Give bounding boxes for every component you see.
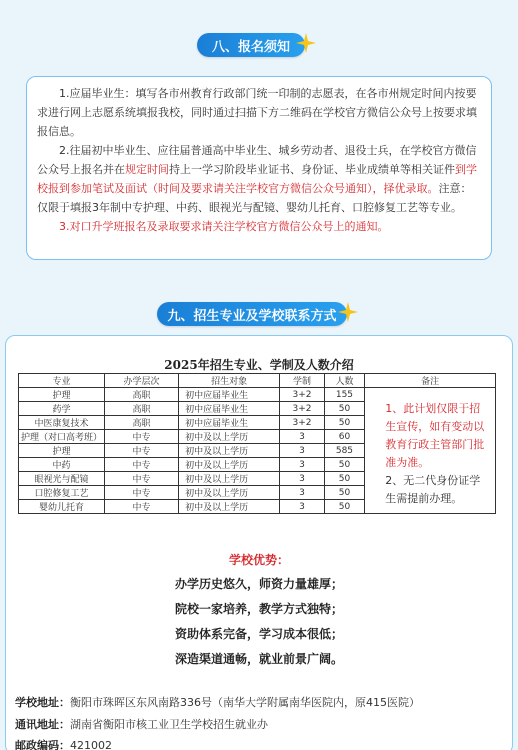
cell-level: 中专: [105, 486, 179, 500]
cell-major: 眼视光与配镜: [19, 472, 105, 486]
cell-count: 60: [324, 430, 365, 444]
header-remarks: 备注: [365, 374, 496, 388]
cell-target: 初中及以上学历: [179, 458, 280, 472]
cell-duration: 3: [280, 500, 324, 514]
cell-major: 婴幼儿托育: [19, 500, 105, 514]
table-row: [19, 388, 496, 402]
cell-duration: 3: [280, 486, 324, 500]
cell-level: 高职: [105, 388, 179, 402]
note-2-red-2: 到学校报到参加笔试及面试（时间及要求请关注学校官方微信公众号通知），择优录取。: [37, 163, 477, 195]
note-2-red-1: 规定时间: [125, 163, 169, 176]
note-paragraph-3: 3.对口升学班报名及录取要求请关注学校官方微信公众号上的通知。: [59, 220, 389, 233]
header-target: 招生对象: [179, 374, 280, 388]
school-address: [15, 694, 420, 710]
cell-major: 护理: [19, 444, 105, 458]
note-2-text-a: 2.往届初中毕业生、应往届普通高中毕业生、城乡劳动者、退役士兵，在学校官方微信公众号上报名并在: [37, 144, 477, 176]
advantages-title: 学校优势：: [228, 553, 289, 567]
cell-target: 初中及以上学历: [179, 486, 280, 500]
cell-duration: 3: [280, 430, 324, 444]
mail-label: 通讯地址：: [15, 718, 70, 731]
remark-2: 2、无二代身份证学生需提前办理。: [385, 474, 481, 505]
section-9-title: [157, 302, 347, 326]
cell-level: 中专: [105, 430, 179, 444]
cell-level: 中专: [105, 458, 179, 472]
cell-target: 初中及以上学历: [179, 500, 280, 514]
mailing-address: [15, 716, 268, 732]
admission-info-panel: [5, 335, 513, 750]
header-major: 专业: [19, 374, 105, 388]
cell-count: 155: [324, 388, 365, 402]
section-9-title-text: 九、招生专业及学校联系方式: [167, 308, 337, 324]
cell-count: 50: [324, 486, 365, 500]
advantage-line: 资助体系完备，学习成本很低；: [174, 627, 343, 641]
note-2-text-b: 持上一学习阶段毕业证书、身份证、毕业成绩单等相关证件: [169, 163, 455, 176]
header-count: 人数: [324, 374, 365, 388]
remark-1: 1、此计划仅限于招生宣传，如有变动以教育行政主管部门批准为准。: [385, 402, 485, 469]
cell-target: 初中及以上学历: [179, 444, 280, 458]
header-level: 办学层次: [105, 374, 179, 388]
cell-level: 中专: [105, 500, 179, 514]
cell-major: 口腔修复工艺: [19, 486, 105, 500]
section-8-title: [197, 33, 305, 57]
cell-count: 50: [324, 458, 365, 472]
sparkle-icon: [338, 302, 358, 322]
mail-value: 湖南省衡阳市核工业卫生学校招生就业办: [70, 718, 268, 731]
table-header-row: [19, 374, 496, 388]
cell-duration: 3+2: [280, 388, 324, 402]
cell-target: 初中及以上学历: [179, 472, 280, 486]
cell-major: 中药: [19, 458, 105, 472]
advantage-line: 院校一家培养，教学方式独特；: [174, 602, 343, 616]
section-8-title-text: 八、报名须知: [211, 39, 290, 55]
cell-target: 初中及以上学历: [179, 430, 280, 444]
enrollment-table: [18, 373, 496, 514]
cell-count: 50: [324, 500, 365, 514]
note-paragraph-1: 1.应届毕业生：填写各市州教育行政部门统一印制的志愿表，在各市州规定时间内按要求进行网上志愿系统填报我校，同时通过扫描下方二维码在学校官方微信公众号上按要求填报信息。: [37, 87, 477, 138]
cell-level: 中专: [105, 472, 179, 486]
address-value: 衡阳市珠晖区东风南路336号（南华大学附属南华医院内，原415医院）: [70, 696, 420, 709]
cell-duration: 3: [280, 444, 324, 458]
note-2-text-c: 注意：仅限于填报3年制中专护理、中药、眼视光与配镜、婴幼儿托育、口腔修复工艺等专业。: [37, 182, 472, 214]
cell-major: 药学: [19, 402, 105, 416]
cell-count: 50: [324, 472, 365, 486]
cell-level: 中专: [105, 444, 179, 458]
header-duration: 学制: [280, 374, 324, 388]
cell-level: 高职: [105, 416, 179, 430]
table-title: 2025年招生专业、学制及人数介绍: [164, 358, 354, 372]
advantage-line: 办学历史悠久，师资力量雄厚；: [174, 577, 343, 591]
cell-count: 50: [324, 416, 365, 430]
cell-count: 585: [324, 444, 365, 458]
cell-major: 护理: [19, 388, 105, 402]
cell-duration: 3: [280, 458, 324, 472]
sparkle-icon: [296, 33, 316, 53]
cell-level: 高职: [105, 402, 179, 416]
cell-duration: 3: [280, 472, 324, 486]
cell-major: 护理（对口高考班）: [19, 430, 105, 444]
note-paragraph-2: [37, 141, 481, 217]
advantage-line: 深造渠道通畅，就业前景广阔。: [174, 652, 343, 666]
cell-duration: 3+2: [280, 402, 324, 416]
address-label: 学校地址：: [15, 696, 70, 709]
cell-target: 初中应届毕业生: [179, 388, 280, 402]
cell-target: 初中应届毕业生: [179, 402, 280, 416]
postal-code: [15, 737, 112, 750]
zip-value: 421002: [70, 739, 112, 750]
cell-major: 中医康复技术: [19, 416, 105, 430]
cell-count: 50: [324, 402, 365, 416]
remarks-cell: [365, 388, 496, 514]
cell-target: 初中应届毕业生: [179, 416, 280, 430]
zip-label: 邮政编码：: [15, 739, 70, 750]
cell-duration: 3+2: [280, 416, 324, 430]
registration-notes: [26, 76, 492, 260]
